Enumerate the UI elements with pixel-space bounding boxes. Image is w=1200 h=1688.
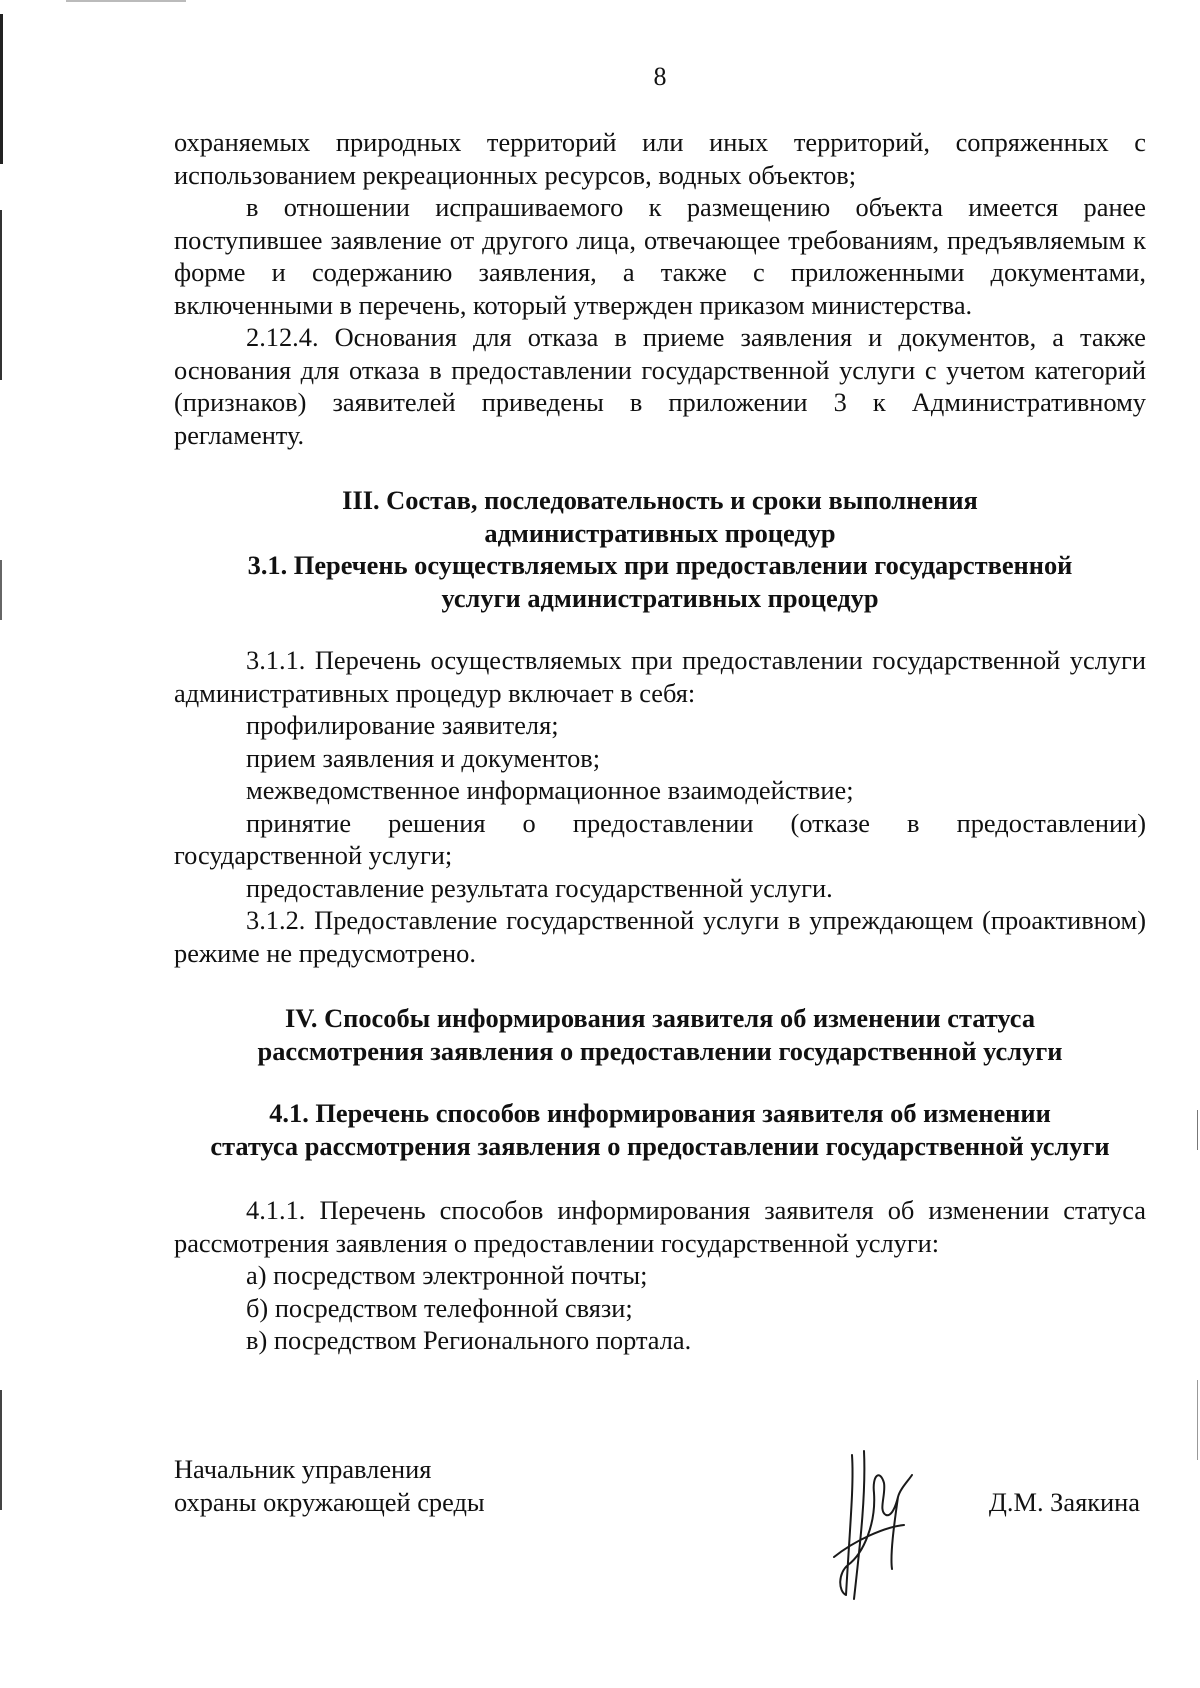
scan-edge-line <box>0 210 2 380</box>
signature-block <box>174 1453 1146 1613</box>
list-item: предоставление результата государственной услуги. <box>246 872 833 903</box>
paragraph: охраняемых природных территорий или иных территорий, сопряженных с использованием рекреационных ресурсов, водных объектов; <box>174 127 1146 190</box>
document-body <box>174 126 1146 1357</box>
paragraph: 2.12.4. Основания для отказа в приеме заявления и документов, а также основания для отказа в предоставлении государственной услуги с учетом категорий (признаков) заявителей приведены в приложении 3 к Административному регламенту. <box>174 322 1146 450</box>
list-item: принятие решения о предоставлении (отказе в предоставлении) государственной услуги; <box>174 807 1146 870</box>
paragraph: 3.1.1. Перечень осуществляемых при предоставлении государственной услуги административных процедур включает в себя: <box>174 645 1146 708</box>
paragraph: в отношении испрашиваемого к размещению объекта имеется ранее поступившее заявление от другого лица, отвечающее требованиям, предъявляемым к форме и содержанию заявления, а также с приложенными документами, включенными в перечень, который утвержден приказом министерства. <box>174 192 1146 320</box>
section-heading-line: IV. Способы информирования заявителя об изменении статуса <box>284 1003 1036 1033</box>
subsection-heading-line: 4.1. Перечень способов информирования заявителя об изменении <box>269 1098 1051 1128</box>
signatory-position-line: охраны окружающей среды <box>174 1486 485 1517</box>
list-item: в) посредством Регионального портала. <box>246 1325 692 1355</box>
paragraph: 4.1.1. Перечень способов информирования заявителя об изменении статуса рассмотрения заявления о предоставлении государственной услуги: <box>174 1195 1146 1258</box>
subsection-heading-line: статуса рассмотрения заявления о предоставлении государственной услуги <box>210 1130 1110 1161</box>
subsection-heading-line: услуги административных процедур <box>441 582 879 613</box>
list-item: профилирование заявителя; <box>246 710 559 740</box>
signatory-position-line: Начальник управления <box>174 1454 432 1484</box>
section-heading <box>174 484 1146 614</box>
subsection-heading <box>174 1097 1146 1162</box>
paragraph: 3.1.2. Предоставление государственной услуги в упреждающем (проактивном) режиме не предусмотрено. <box>174 905 1146 968</box>
list-item: а) посредством электронной почты; <box>246 1260 648 1290</box>
scan-edge-line <box>66 0 186 2</box>
list-item: б) посредством телефонной связи; <box>246 1292 633 1323</box>
subsection-heading-line: 3.1. Перечень осуществляемых при предоставлении государственной <box>247 550 1073 580</box>
scan-edge-line <box>0 560 2 620</box>
section-heading-line: рассмотрения заявления о предоставлении государственной услуги <box>257 1035 1063 1066</box>
signatory-position <box>174 1453 485 1518</box>
page-number: 8 <box>653 62 667 91</box>
section-heading-line: административных процедур <box>484 517 836 548</box>
handwritten-signature <box>824 1445 924 1605</box>
scan-edge-line <box>1197 1110 1198 1150</box>
signatory-name: Д.М. Заякина <box>988 1487 1140 1517</box>
scan-edge-line <box>1197 1380 1198 1460</box>
list-item: межведомственное информационное взаимодействие; <box>246 775 854 805</box>
scan-edge-line <box>0 1390 2 1510</box>
section-heading <box>174 1002 1146 1067</box>
section-heading-line: III. Состав, последовательность и сроки выполнения <box>342 485 978 515</box>
list-item: прием заявления и документов; <box>246 742 601 773</box>
